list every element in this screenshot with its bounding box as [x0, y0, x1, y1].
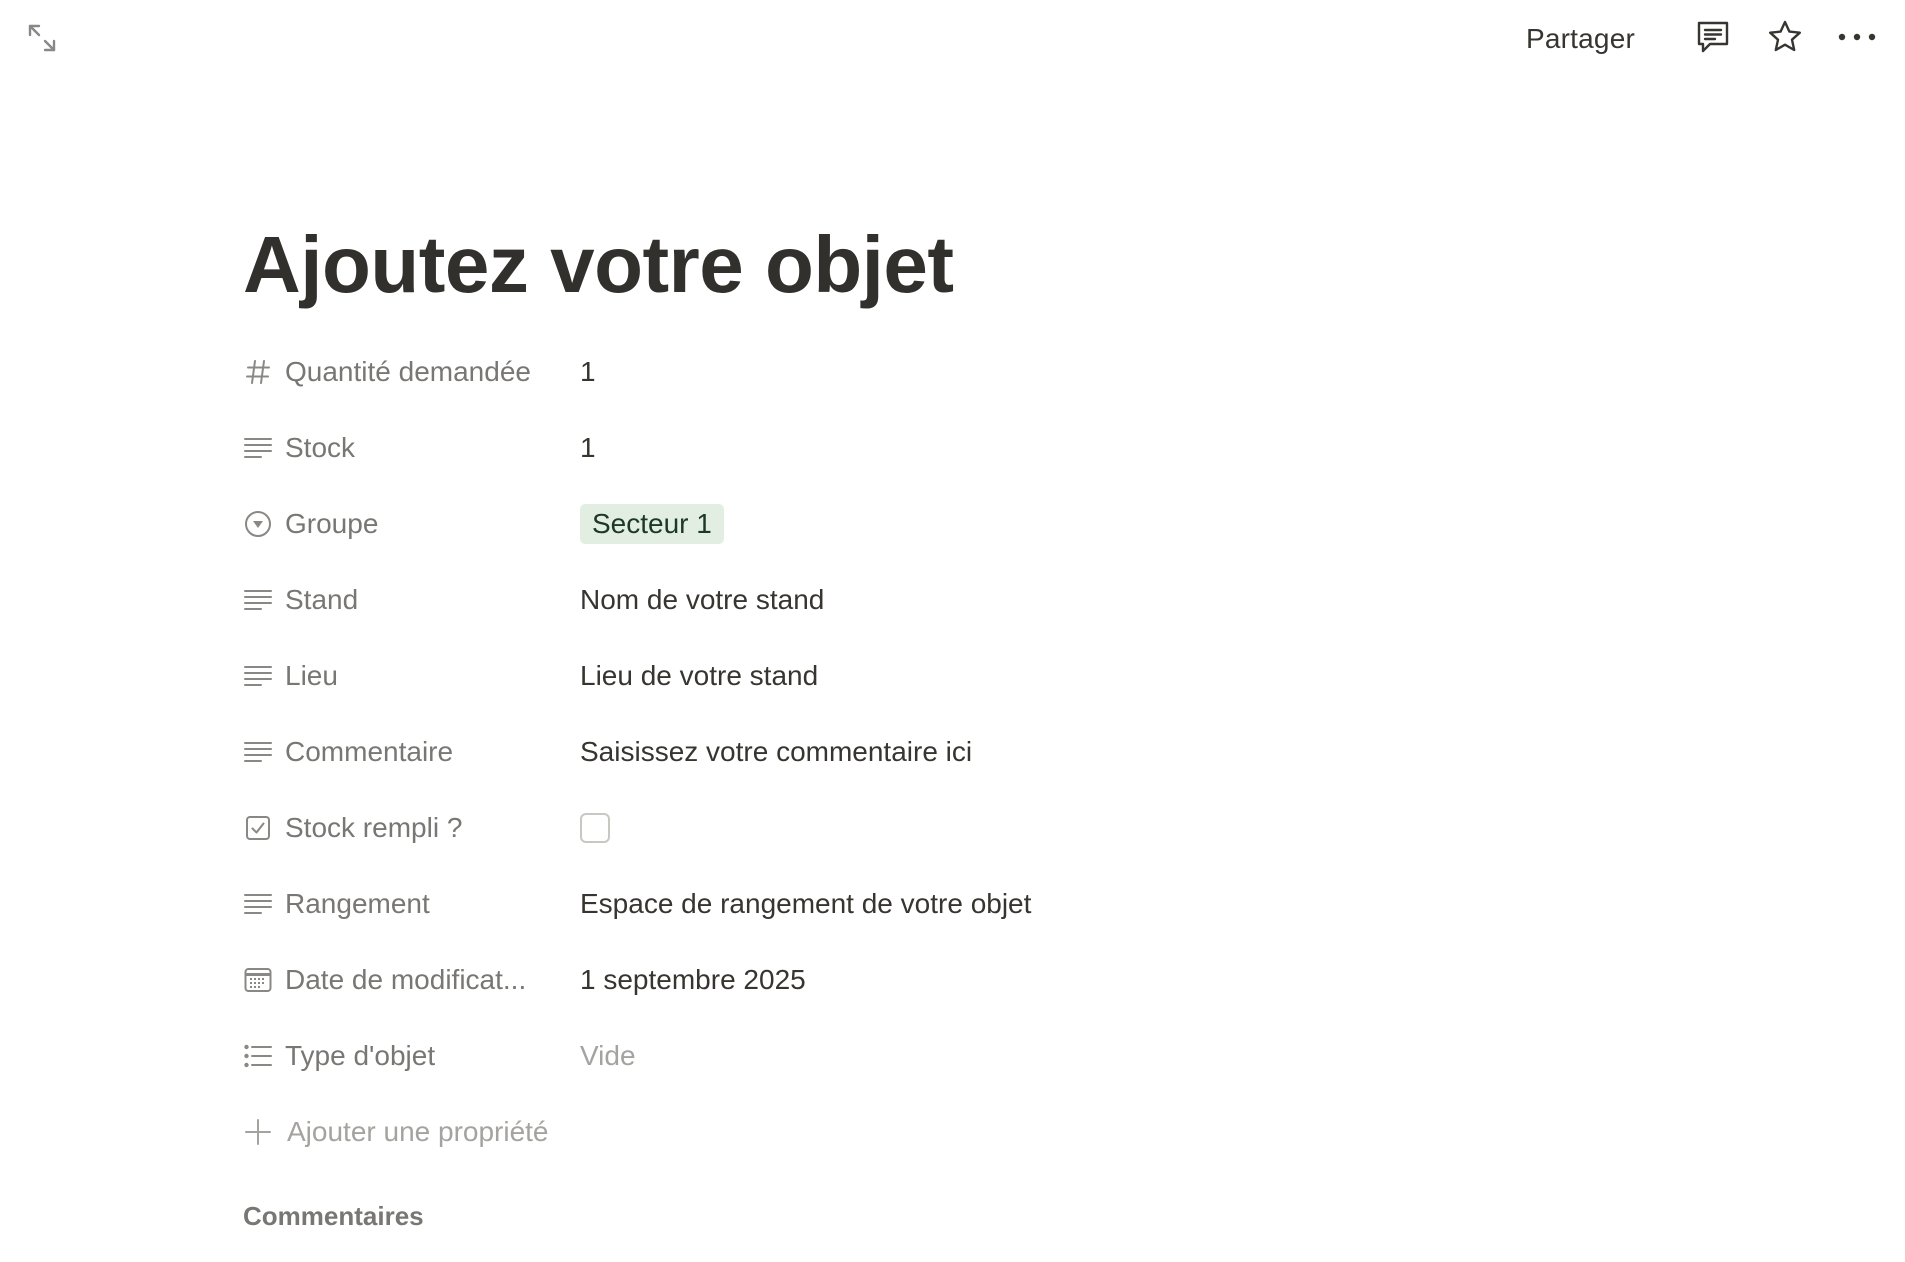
status-icon [243, 509, 273, 539]
property-row-type-objet [243, 1018, 1643, 1094]
property-name-label: Type d'objet [285, 1040, 436, 1071]
text-icon [243, 737, 273, 767]
property-name-button[interactable] [243, 584, 580, 616]
property-name-button[interactable] [243, 736, 580, 768]
property-name-button[interactable] [243, 660, 580, 692]
property-name-label: Lieu [285, 660, 338, 691]
property-name-label: Groupe [285, 508, 379, 539]
expand-icon [26, 22, 58, 59]
text-icon [243, 433, 273, 463]
add-property-button[interactable] [243, 1094, 1643, 1170]
property-value-type-objet[interactable]: Vide [580, 1040, 636, 1071]
property-name-label: Quantité demandée [285, 356, 531, 387]
more-icon [1837, 30, 1877, 48]
plus-icon [243, 1117, 273, 1147]
comment-icon [1695, 19, 1731, 60]
number-icon [243, 357, 273, 387]
property-value-lieu[interactable]: Lieu de votre stand [580, 660, 819, 691]
text-icon [243, 661, 273, 691]
property-name-button[interactable] [243, 432, 580, 464]
property-value-stock[interactable]: 1 [580, 432, 596, 463]
property-name-button[interactable] [243, 964, 580, 996]
property-name-label: Date de modificat... [285, 964, 527, 995]
property-name-label: Rangement [285, 888, 430, 919]
text-icon [243, 889, 273, 919]
property-name-button[interactable] [243, 1040, 580, 1072]
property-value-groupe[interactable] [580, 504, 724, 544]
property-value-stock-rempli [580, 813, 610, 843]
comments-heading: Commentaires [243, 1201, 424, 1231]
expand-button[interactable] [22, 20, 62, 60]
property-value-quantite[interactable]: 1 [580, 356, 596, 387]
page-content [243, 210, 1643, 1236]
property-row-stock [243, 410, 1643, 486]
property-row-commentaire [243, 714, 1643, 790]
multiselect-icon [243, 1041, 273, 1071]
property-value-rangement[interactable]: Espace de rangement de votre objet [580, 888, 1032, 919]
property-row-quantite [243, 334, 1643, 410]
property-name-button[interactable] [243, 508, 580, 540]
property-name-button[interactable] [243, 888, 580, 920]
favorite-button[interactable] [1759, 14, 1811, 64]
text-icon [243, 585, 273, 615]
property-name-label: Stock rempli ? [285, 812, 463, 843]
property-row-rangement [243, 866, 1643, 942]
comment-button[interactable] [1687, 14, 1739, 64]
top-bar [0, 0, 1905, 78]
page-title[interactable]: Ajoutez votre objet [243, 220, 954, 309]
property-name-label: Stock [285, 432, 356, 463]
add-property-label: Ajouter une propriété [287, 1116, 549, 1147]
property-row-date-modification [243, 942, 1643, 1018]
property-row-stand [243, 562, 1643, 638]
more-options-button[interactable] [1831, 14, 1883, 64]
property-name-button[interactable] [243, 812, 580, 844]
property-value-commentaire[interactable]: Saisissez votre commentaire ici [580, 736, 973, 767]
top-actions [1512, 14, 1883, 64]
property-value-stand[interactable]: Nom de votre stand [580, 584, 825, 615]
properties-list [243, 334, 1643, 1170]
calendar-icon [243, 965, 273, 995]
star-icon [1767, 19, 1803, 60]
stock-rempli-checkbox[interactable] [580, 813, 610, 843]
share-button[interactable]: Partager [1526, 23, 1635, 54]
property-row-lieu [243, 638, 1643, 714]
property-name-label: Stand [285, 584, 359, 615]
property-name-button[interactable] [243, 356, 580, 388]
property-value-date-modification[interactable]: 1 septembre 2025 [580, 964, 806, 995]
property-name-label: Commentaire [285, 736, 454, 767]
group-tag[interactable]: Secteur 1 [580, 504, 724, 544]
property-row-stock-rempli [243, 790, 1643, 866]
checkbox-icon [243, 813, 273, 843]
property-row-groupe [243, 486, 1643, 562]
